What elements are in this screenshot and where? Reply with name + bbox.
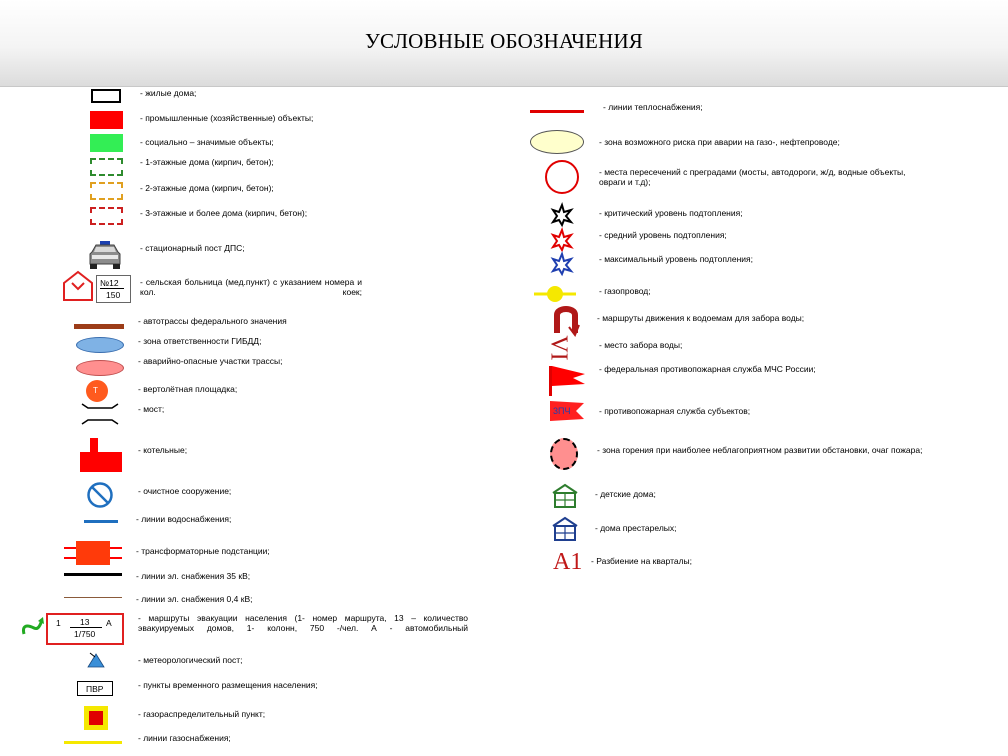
legend-label-elderly: - дома престарелых; [595,523,677,533]
legend-label-gas-pipeline: - газопровод; [599,286,651,296]
legend-label-hospital: - сельская больница (мед.пункт) с указанием номера и кол. коек; [140,277,362,297]
black-line-icon [64,573,122,576]
legend-label-pvr: - пункты временного размещения населения; [138,680,318,690]
legend-label-gibdd-zone: - зона ответственности ГИБДД; [138,336,262,346]
legend-label-orphanage: - детские дома; [595,489,656,499]
legend-label-two-floor: - 2-этажные дома (кирпич, бетон); [140,183,274,193]
red-flag-icon [547,364,587,396]
brown-line-icon [74,324,124,329]
legend-label-treatment: - очистное сооружение; [138,486,232,496]
evacuation-route-number: 1 [56,618,61,628]
legend-label-water-routes: - маршруты движения к водоемам для забора воды; [597,313,805,323]
legend-label-social: - социально – значимые объекты; [140,137,274,147]
white-rectangle-icon [91,89,121,103]
legend-label-dps-post: - стационарный пост ДПС; [140,243,245,253]
evacuation-divider [70,627,102,628]
evacuation-arrow-icon [20,614,46,640]
black-star-outline-icon [551,204,573,226]
block-code-icon: А1 [553,549,583,575]
legend-label-dangerous-sections: - аварийно-опасные участки трассы; [138,356,283,366]
legend-label-blocks: - Разбиение на кварталы; [591,556,693,566]
legend-label-subject-fire: - противопожарная служба субъектов; [599,406,751,416]
hospital-icon [62,270,94,302]
legend-label-three-floor: - 3-этажные и более дома (кирпич, бетон); [140,208,308,218]
legend-label-power-35: - линии эл. снабжения 35 кВ; [136,571,251,581]
legend-label-gas-lines: - линии газоснабжения; [138,733,231,743]
green-rectangle-icon [90,134,123,152]
red-star-outline-icon [551,229,573,251]
cream-ellipse-icon [530,130,584,154]
legend-label-flood-medium: - средний уровень подтопления; [599,230,727,240]
legend-label-mchs: - федеральная противопожарная служба МЧС России; [599,364,816,374]
legend-label-crossings: - места пересечений с преградами (мосты, автодороги, ж/д, водные объекты, овраги и т.д); [599,167,906,187]
legend-label-transformer: - трансформаторные подстанции; [136,546,270,556]
green-dashed-rectangle-icon [90,158,123,176]
legend-label-flood-max: - максимальный уровень подтопления; [599,254,754,264]
boiler-house-icon [78,436,124,472]
transformer-icon [62,538,124,568]
gas-pipeline-icon [532,284,578,304]
pch-marker: 3ПЧ [553,406,571,416]
red-line-icon [530,110,584,113]
bridge-icon [80,402,120,426]
pvr-marker: ПВР [86,684,104,694]
legend-label-flood-critical: - критический уровень подтопления; [599,208,743,218]
legend-label-fire-zone: - зона горения при наиболее неблагоприятном развитии обстановки, очаг пожара; [597,445,923,455]
legend-label-federal-highway: - автотрассы федерального значения [138,316,287,326]
legend-label-boiler: - котельные; [138,445,188,455]
legend-label-water-lines: - линии водоснабжения; [136,514,232,524]
red-rectangle-icon [90,111,123,129]
legend-label-industrial: - промышленные (хозяйственные) объекты; [140,113,314,123]
legend-label-one-floor: - 1-этажные дома (кирпич, бетон); [140,157,274,167]
fire-zone-icon [550,438,578,470]
evacuation-fraction: 1/750 [74,629,96,639]
legend-label-gas-oil-risk: - зона возможного риска при аварии на газо-, нефтепроводе; [599,137,840,147]
blue-star-outline-icon [551,253,573,275]
red-circle-icon [545,160,579,194]
yellow-line-icon [64,741,122,744]
thin-brown-line-icon [64,597,122,598]
legend-label-bridge: - мост; [138,404,165,414]
evacuation-column: А [106,618,112,628]
orange-dashed-rectangle-icon [90,182,123,200]
water-route-icon [553,305,579,335]
helipad-marker: Т [93,386,98,395]
evacuation-houses: 13 [80,617,90,627]
treatment-facility-icon [86,481,114,509]
gas-distribution-inner [89,711,103,725]
slide-header [0,0,1008,87]
legend-label-gas-point: - газораспределительный пункт; [138,709,266,719]
blue-ellipse-icon [76,337,124,353]
hospital-beds: 150 [106,290,121,300]
blue-house-icon [551,516,579,542]
blue-line-icon [84,520,118,523]
meteo-post-icon [86,652,106,668]
legend-label-residential: - жилые дома; [140,88,197,98]
hospital-number: №12 [100,278,119,288]
pink-ellipse-icon [76,360,124,376]
police-car-icon [88,240,122,270]
hospital-number-divider [100,288,124,289]
green-house-icon [551,483,579,509]
legend-label-power-04: - линии эл. снабжения 0,4 кВ; [136,594,253,604]
legend-label-helipad: - вертолётная площадка; [138,384,238,394]
legend-label-evacuation: - маршруты эвакуации населения (1- номер маршрута, 13 – количество эвакуируемых домов, 1- колонн, 750 -/чел. А - автомобильный [138,613,468,633]
red-dashed-rectangle-icon [90,207,123,225]
legend-label-meteo: - метеорологический пост; [138,655,243,665]
legend-label-heat-lines: - линии теплоснабжения; [603,102,703,112]
page-title: УСЛОВНЫЕ ОБОЗНАЧЕНИЯ [364,29,644,53]
legend-label-water-intake: - место забора воды; [599,340,683,350]
water-intake-icon: VI [545,335,572,361]
